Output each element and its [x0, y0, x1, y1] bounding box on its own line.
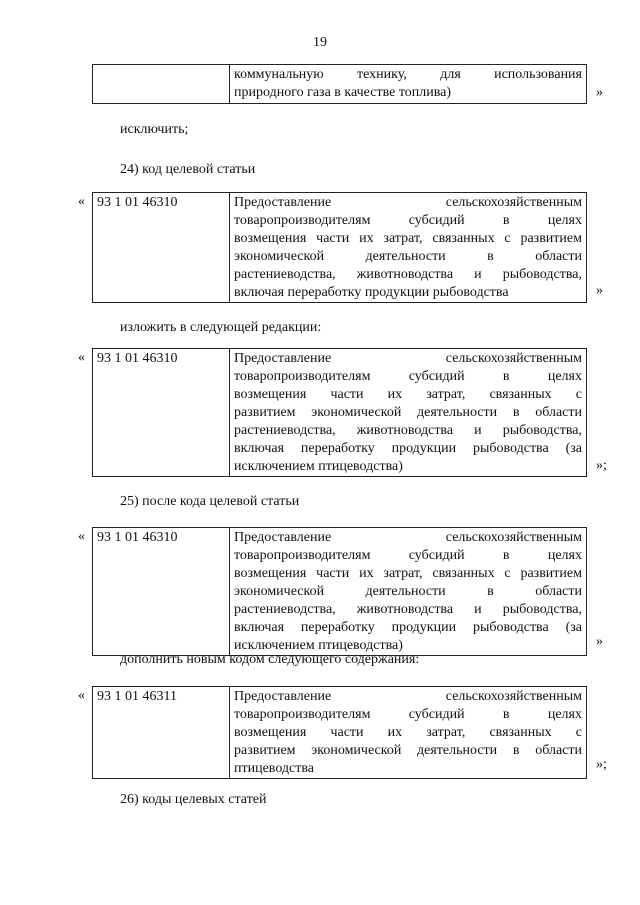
- code-table: [92, 64, 587, 104]
- code-table: [92, 192, 587, 303]
- closing-quote: »;: [596, 458, 607, 473]
- paragraph: изложить в следующей редакции:: [120, 320, 322, 335]
- description-line: экономической деятельности в области: [234, 249, 582, 264]
- paragraph: дополнить новым кодом следующего содержания:: [120, 652, 420, 667]
- opening-quote: «: [78, 194, 85, 209]
- description-line: коммунальную технику, для использования: [234, 67, 582, 82]
- opening-quote: «: [78, 350, 85, 365]
- description-line: развитием экономической деятельности в области: [234, 405, 582, 420]
- closing-quote: »: [596, 85, 603, 100]
- table-row: [93, 528, 587, 656]
- description-line: включая переработку продукции рыбоводства (за: [234, 441, 582, 456]
- description-line: исключением птицеводства): [234, 638, 403, 653]
- code-cell: 93 1 01 46310: [93, 193, 230, 303]
- code-cell: 93 1 01 46310: [93, 349, 230, 477]
- description-line: растениеводства, животноводства и рыбоводства,: [234, 602, 582, 617]
- description-line: включая переработку продукции рыбоводства (за: [234, 620, 582, 635]
- page-number: 19: [313, 35, 327, 50]
- description-line: исключением птицеводства): [234, 459, 403, 474]
- code-cell: [93, 65, 230, 104]
- closing-quote: »: [596, 634, 603, 649]
- description-line: Предоставление сельскохозяйственным: [234, 351, 582, 366]
- description-line: растениеводства, животноводства и рыбоводства,: [234, 423, 582, 438]
- description-line: Предоставление сельскохозяйственным: [234, 195, 582, 210]
- description-line: развитием экономической деятельности в области: [234, 743, 582, 758]
- description-cell: [230, 193, 587, 303]
- code-table: [92, 686, 587, 779]
- description-line: возмещения части их затрат, связанных с: [234, 725, 582, 740]
- code-table: [92, 348, 587, 477]
- table-row: [93, 65, 587, 104]
- description-line: включая переработку продукции рыбоводства: [234, 285, 509, 300]
- description-line: товаропроизводителям субсидий в целях: [234, 369, 582, 384]
- description-line: экономической деятельности в области: [234, 584, 582, 599]
- closing-quote: »: [596, 283, 603, 298]
- paragraph: исключить;: [120, 122, 189, 137]
- description-cell: [230, 528, 587, 656]
- paragraph: 24) код целевой статьи: [120, 162, 256, 177]
- description-cell: [230, 349, 587, 477]
- paragraph: 26) коды целевых статей: [120, 792, 267, 807]
- description-line: Предоставление сельскохозяйственным: [234, 689, 582, 704]
- table-row: [93, 349, 587, 477]
- description-line: возмещения части их затрат, связанных с: [234, 387, 582, 402]
- code-cell: 93 1 01 46311: [93, 687, 230, 779]
- table-row: [93, 687, 587, 779]
- code-table: [92, 527, 587, 656]
- description-line: растениеводства, животноводства и рыбоводства,: [234, 267, 582, 282]
- paragraph: 25) после кода целевой статьи: [120, 494, 300, 509]
- description-line: товаропроизводителям субсидий в целях: [234, 707, 582, 722]
- description-line: товаропроизводителям субсидий в целях: [234, 213, 582, 228]
- description-line: Предоставление сельскохозяйственным: [234, 530, 582, 545]
- description-line: природного газа в качестве топлива): [234, 85, 452, 100]
- description-line: возмещения части их затрат, связанных с развитием: [234, 566, 582, 581]
- opening-quote: «: [78, 688, 85, 703]
- table-row: [93, 193, 587, 303]
- description-line: товаропроизводителям субсидий в целях: [234, 548, 582, 563]
- closing-quote: »;: [596, 757, 607, 772]
- description-line: возмещения части их затрат, связанных с развитием: [234, 231, 582, 246]
- description-cell: [230, 65, 587, 104]
- code-cell: 93 1 01 46310: [93, 528, 230, 656]
- opening-quote: «: [78, 529, 85, 544]
- description-line: птицеводства: [234, 761, 315, 776]
- description-cell: [230, 687, 587, 779]
